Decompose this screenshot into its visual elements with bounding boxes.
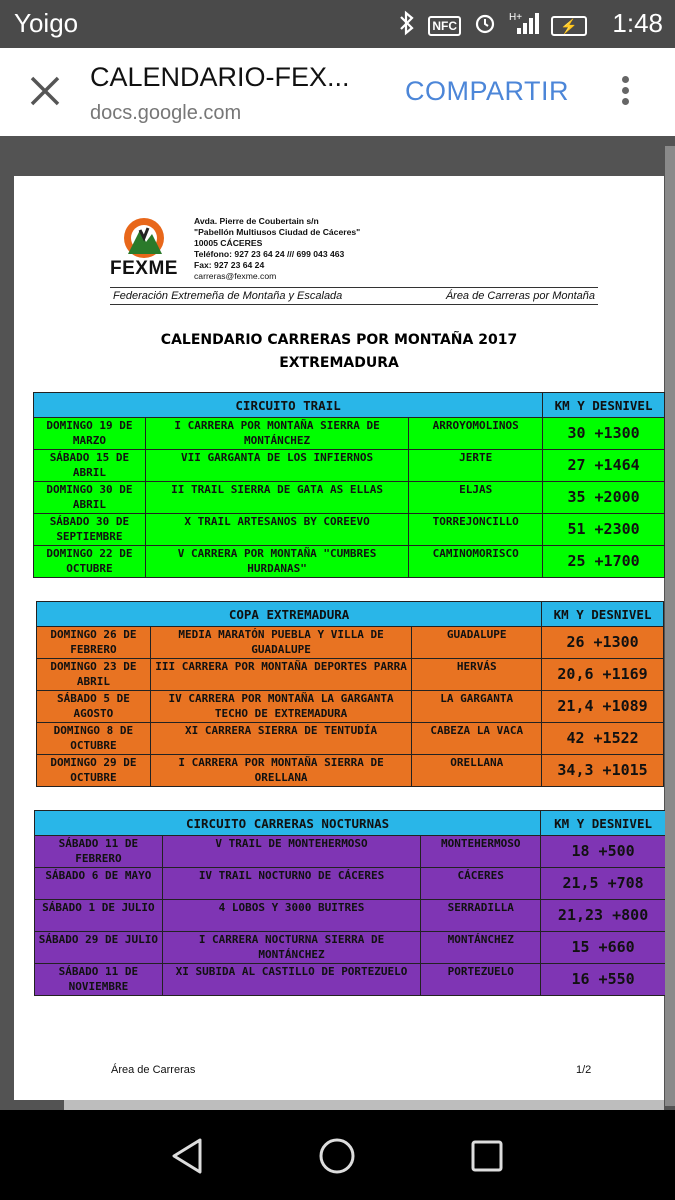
- town-cell: MONTÁNCHEZ: [421, 932, 541, 964]
- table-title: CIRCUITO TRAIL: [34, 393, 543, 418]
- race-cell: I CARRERA NOCTURNA SIERRA DE MONTÁNCHEZ: [162, 932, 420, 964]
- home-button[interactable]: [315, 1134, 359, 1178]
- navigation-bar: [0, 1110, 675, 1200]
- race-cell: IV TRAIL NOCTURNO DE CÁCERES: [162, 868, 420, 900]
- km-cell: 25 +1700: [543, 546, 665, 578]
- next-page-edge: [64, 1100, 664, 1110]
- km-header: KM Y DESNIVEL: [543, 393, 665, 418]
- town-cell: HERVÁS: [412, 659, 542, 691]
- document-viewer[interactable]: [0, 136, 675, 1110]
- town-cell: TORREJONCILLO: [409, 514, 543, 546]
- scrollbar[interactable]: [665, 146, 675, 1106]
- race-cell: IV CARRERA POR MONTAÑA LA GARGANTA TECHO DE EXTREMADURA: [150, 691, 412, 723]
- date-cell: DOMINGO 8 DE OCTUBRE: [37, 723, 151, 755]
- km-cell: 21,4 +1089: [542, 691, 664, 723]
- town-cell: JERTE: [409, 450, 543, 482]
- table-title: COPA EXTREMADURA: [37, 602, 542, 627]
- table-row: [35, 932, 666, 964]
- table-row: [37, 723, 664, 755]
- federation-name: Federación Extremeña de Montaña y Escalada: [113, 290, 343, 302]
- app-bar: [0, 48, 675, 136]
- race-cell: 4 LOBOS Y 3000 BUITRES: [162, 900, 420, 932]
- town-cell: LA GARGANTA: [412, 691, 542, 723]
- carrier-label: Yoigo: [14, 8, 79, 38]
- status-icons: [398, 10, 587, 42]
- document-title: CALENDARIO-FEX...: [90, 62, 350, 92]
- address-line: 10005 CÁCERES: [194, 238, 263, 248]
- table-circuito-nocturnas: [34, 810, 666, 996]
- km-cell: 30 +1300: [543, 418, 665, 450]
- km-cell: 16 +550: [541, 964, 666, 996]
- table-copa-extremadura: [36, 601, 664, 787]
- town-cell: ELJAS: [409, 482, 543, 514]
- km-cell: 35 +2000: [543, 482, 665, 514]
- signal-icon: [509, 10, 539, 42]
- clock: 1:48: [612, 8, 663, 38]
- km-header: KM Y DESNIVEL: [541, 811, 666, 836]
- alarm-icon: [473, 11, 497, 41]
- date-cell: SÁBADO 6 DE MAYO: [35, 868, 163, 900]
- km-cell: 26 +1300: [542, 627, 664, 659]
- town-cell: CABEZA LA VACA: [412, 723, 542, 755]
- address-line: "Pabellón Multiusos Ciudad de Cáceres": [194, 227, 361, 237]
- race-cell: I CARRERA POR MONTAÑA SIERRA DE MONTÁNCHEZ: [145, 418, 408, 450]
- table-row: [35, 900, 666, 932]
- race-cell: III CARRERA POR MONTAÑA DEPORTES PARRA: [150, 659, 412, 691]
- federation-line: [110, 287, 598, 305]
- table-row: [34, 482, 665, 514]
- race-cell: X TRAIL ARTESANOS BY COREEVO: [145, 514, 408, 546]
- town-cell: SERRADILLA: [421, 900, 541, 932]
- logo-label: FEXME: [110, 258, 178, 279]
- km-cell: 18 +500: [541, 836, 666, 868]
- table-row: [35, 836, 666, 868]
- document-page: [14, 176, 664, 1100]
- km-cell: 42 +1522: [542, 723, 664, 755]
- town-cell: ORELLANA: [412, 755, 542, 787]
- km-cell: 21,5 +708: [541, 868, 666, 900]
- race-cell: XI CARRERA SIERRA DE TENTUDÍA: [150, 723, 412, 755]
- table-header: [35, 811, 666, 836]
- km-cell: 51 +2300: [543, 514, 665, 546]
- table-row: [34, 450, 665, 482]
- recents-button[interactable]: [465, 1134, 509, 1178]
- page-subtitle: EXTREMADURA: [279, 355, 399, 371]
- km-cell: 15 +660: [541, 932, 666, 964]
- address-line: Avda. Pierre de Coubertain s/n: [194, 216, 319, 226]
- km-header: KM Y DESNIVEL: [542, 602, 664, 627]
- close-icon: [22, 68, 68, 114]
- page-title: CALENDARIO CARRERAS POR MONTAÑA 2017: [160, 332, 518, 348]
- share-button[interactable]: COMPARTIR: [405, 76, 570, 106]
- table-row: [37, 691, 664, 723]
- date-cell: SÁBADO 5 DE AGOSTO: [37, 691, 151, 723]
- date-cell: DOMINGO 29 DE OCTUBRE: [37, 755, 151, 787]
- town-cell: GUADALUPE: [412, 627, 542, 659]
- footer-left: Área de Carreras: [111, 1064, 196, 1076]
- town-cell: MONTEHERMOSO: [421, 836, 541, 868]
- close-button[interactable]: [22, 68, 68, 114]
- page-number: 1/2: [576, 1064, 592, 1076]
- town-cell: PORTEZUELO: [421, 964, 541, 996]
- back-triangle-icon: [166, 1134, 210, 1178]
- table-circuito-trail: [33, 392, 665, 578]
- table-title: CIRCUITO CARRERAS NOCTURNAS: [35, 811, 541, 836]
- km-cell: 21,23 +800: [541, 900, 666, 932]
- town-cell: CAMINOMORISCO: [409, 546, 543, 578]
- km-cell: 27 +1464: [543, 450, 665, 482]
- table-row: [34, 546, 665, 578]
- town-cell: ARROYOMOLINOS: [409, 418, 543, 450]
- more-vert-icon: [612, 76, 638, 105]
- address-block: [194, 216, 360, 282]
- race-cell: I CARRERA POR MONTAÑA SIERRA DE ORELLANA: [150, 755, 412, 787]
- overflow-menu-button[interactable]: [612, 72, 638, 112]
- race-cell: V TRAIL DE MONTEHERMOSO: [162, 836, 420, 868]
- battery-icon: ⚡: [551, 16, 587, 36]
- date-cell: DOMINGO 26 DE FEBRERO: [37, 627, 151, 659]
- table-header: [37, 602, 664, 627]
- table-row: [37, 627, 664, 659]
- km-cell: 34,3 +1015: [542, 755, 664, 787]
- address-line: Fax: 927 23 64 24: [194, 260, 265, 270]
- status-bar: [0, 0, 675, 48]
- race-cell: V CARRERA POR MONTAÑA "CUMBRES HURDANAS": [145, 546, 408, 578]
- table-row: [35, 964, 666, 996]
- table-row: [35, 868, 666, 900]
- date-cell: SÁBADO 30 DE SEPTIEMBRE: [34, 514, 146, 546]
- back-button[interactable]: [166, 1134, 210, 1178]
- home-circle-icon: [315, 1134, 359, 1178]
- table-row: [34, 514, 665, 546]
- address-line: carreras@fexme.com: [194, 271, 277, 281]
- race-cell: MEDIA MARATÓN PUEBLA Y VILLA DE GUADALUPE: [150, 627, 412, 659]
- race-cell: XI SUBIDA AL CASTILLO DE PORTEZUELO: [162, 964, 420, 996]
- bluetooth-icon: [398, 10, 416, 42]
- date-cell: DOMINGO 19 DE MARZO: [34, 418, 146, 450]
- recents-square-icon: [465, 1134, 509, 1178]
- race-cell: VII GARGANTA DE LOS INFIERNOS: [145, 450, 408, 482]
- network-type-label: H+: [509, 12, 523, 23]
- km-cell: 20,6 +1169: [542, 659, 664, 691]
- document-url: docs.google.com: [90, 102, 242, 124]
- race-cell: II TRAIL SIERRA DE GATA AS ELLAS: [145, 482, 408, 514]
- table-row: [34, 418, 665, 450]
- date-cell: SÁBADO 11 DE FEBRERO: [35, 836, 163, 868]
- date-cell: DOMINGO 30 DE ABRIL: [34, 482, 146, 514]
- table-header: [34, 393, 665, 418]
- date-cell: DOMINGO 23 DE ABRIL: [37, 659, 151, 691]
- address-line: Teléfono: 927 23 64 24 /// 699 043 463: [194, 249, 345, 259]
- table-row: [37, 659, 664, 691]
- date-cell: SÁBADO 11 DE NOVIEMBRE: [35, 964, 163, 996]
- date-cell: SÁBADO 1 DE JULIO: [35, 900, 163, 932]
- date-cell: SÁBADO 15 DE ABRIL: [34, 450, 146, 482]
- nfc-icon: NFC: [428, 16, 461, 36]
- date-cell: SÁBADO 29 DE JULIO: [35, 932, 163, 964]
- town-cell: CÁCERES: [421, 868, 541, 900]
- table-row: [37, 755, 664, 787]
- area-name: Área de Carreras por Montaña: [445, 290, 595, 302]
- date-cell: DOMINGO 22 DE OCTUBRE: [34, 546, 146, 578]
